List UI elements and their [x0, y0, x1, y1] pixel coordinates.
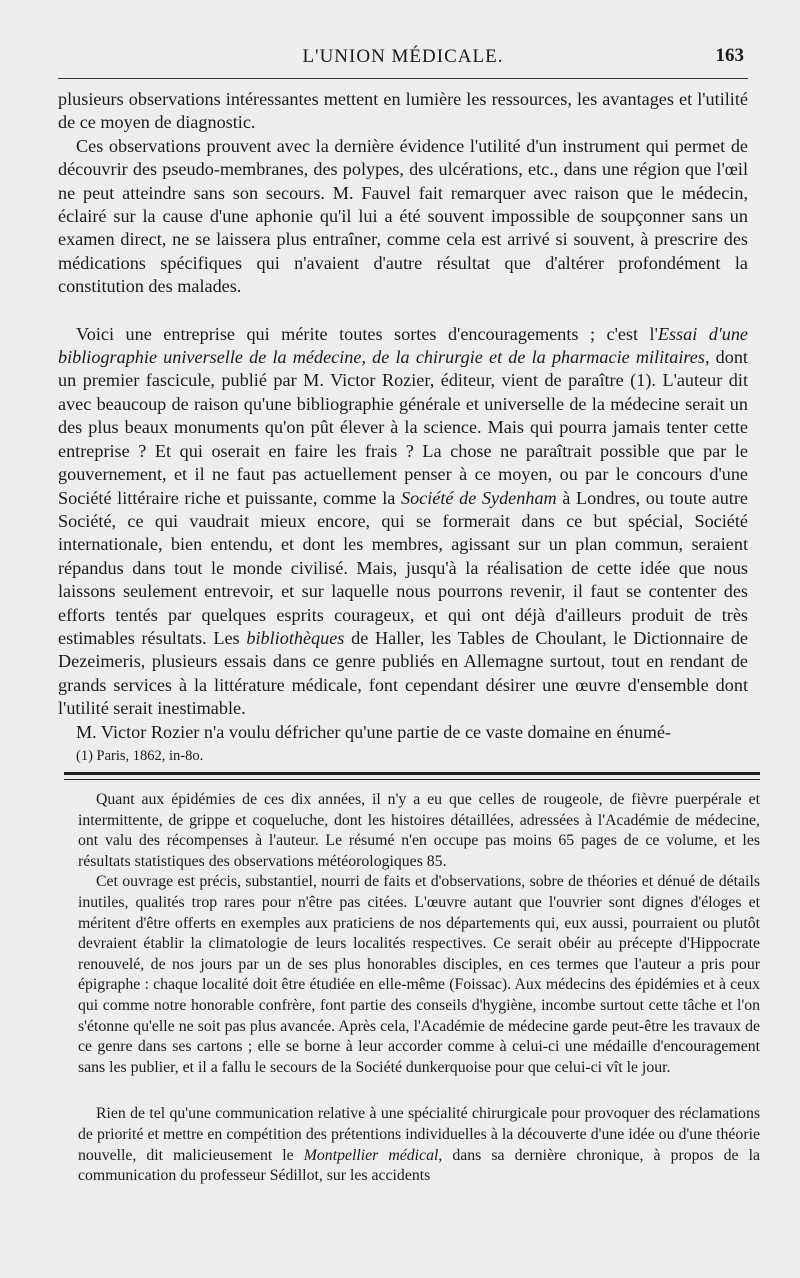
paragraph: Voici une entreprise qui mérite toutes sortes d'encouragements ; c'est l'Essai d'une bibliographie universelle de la médecine, de la chirurgie et de la pharmacie militaires, dont un premier fascicule, publié par M. Victor Rozier, éditeur, vient de paraître (1). L'auteur dit avec beaucoup de raison qu'une bibliographie générale et universelle de la médecine serait un des plus beaux monuments qu'on pût élever à la science. Mais qui pourra jamais tenter cette entreprise ? Et qui oserait en faire les frais ? La chose ne paraîtrait possible que par le gouvernement, et il ne faut pas actuellement penser à ce moyen, ou par le concours d'une Société littéraire riche et puissante, comme la Société de Sydenham à Londres, ou toute autre Société, ce qui vaudrait mieux encore, qui se formerait dans ce but spécial, Société internationale, bien entendu, et dont les membres, agissant sur un plan commun, seraient répandus dans tout le monde civilisé. Mais, jusqu'à la réalisation de cette idée que nous laissons seulement entrevoir, et sur laquelle nous pourrons revenir, il faut se contenter des efforts tentés par quelques esprits courageux, et qui ont déjà d'ailleurs produit de très estimables résultats. Les bibliothèques de Haller, les Tables de Choulant, le Dictionnaire de Dezeimeris, plusieurs essais dans ce genre publiés en Allemagne surtout, tout en rendant de grands services à la littérature médicale, font cependant désirer une œuvre d'ensemble dont l'utilité serait inestimable.	[58, 323, 748, 719]
society-name: Société de Sydenham	[400, 487, 557, 508]
section-rule	[64, 772, 760, 775]
emphasis: bibliothèques	[246, 627, 345, 648]
feuilleton-text	[78, 790, 760, 1187]
paragraph: Cet ouvrage est précis, substantiel, nourri de faits et d'observations, sobre de théories et dénué de détails inutiles, qualités trop rares pour n'être pas citées. L'œuvre autant que l'ouvrier sont dignes d'éloges et méritent d'être offerts en exemples aux praticiens de nos départements qui, eux aussi, pourraient ou plutôt devraient établir la climatologie de leurs localités respectives. Ce serait obéir au précepte d'Hippocrate renouvelé, de nos jours par un de ses plus honorables disciples, en ces termes que l'auteur a pris pour épigraphe : chaque localité doit être étudiée en elle-même (Foissac). Aux médecins des épidémies et à ceux qui comme notre honorable confrère, font partie des conseils d'hygiène, incombe surtout cette tâche et l'on s'étonne qu'elle ne soit pas plus avancée. Après cela, l'Académie de médecine garde peut-être les travaux de ce genre dans ses cartons ; elle se borne à leur accorder comme à celui-ci une médaille d'encouragement sans les publier, et il a fallu le secours de la Société dunkerquoise pour que celui-ci vît le jour.	[78, 873, 760, 1076]
book-title: Essai d'une bibliographie universelle de la médecine, de la chirurgie et de la pharmacie militaires	[58, 323, 748, 368]
paragraph: plusieurs observations intéressantes mettent en lumière les ressources, les avantages et l'utilité de ce moyen de diagnostic.	[58, 89, 748, 133]
paragraph: M. Victor Rozier n'a voulu défricher qu'une partie de ce vaste domaine en énumé-	[76, 721, 671, 742]
page-header	[58, 42, 748, 70]
section-gap	[58, 299, 748, 323]
main-text	[58, 88, 748, 744]
running-title: L'UNION MÉDICALE.	[302, 46, 504, 67]
journal-title: Montpellier médical	[303, 1146, 439, 1164]
section-rule	[64, 779, 760, 780]
paragraph: Rien de tel qu'une communication relative à une spécialité chirurgicale pour provoquer des réclamations de priorité et mettre en compétition des prétentions individuelles à la découverte d'une idée ou d'une théorie nouvelle, dit malicieusement le Montpellier médical, dans sa dernière chronique, à propos de la communication du professeur Sédillot, sur les accidents	[78, 1105, 760, 1185]
footnote: (1) Paris, 1862, in-8o.	[76, 748, 204, 764]
paragraph: Ces observations prouvent avec la dernière évidence l'utilité d'un instrument qui permet de découvrir des pseudo-membranes, des polypes, des ulcérations, etc., dans une région que l'œil ne peut atteindre sans son secours. M. Fauvel fait remarquer avec raison que le médecin, éclairé sur la cause d'une aphonie qu'il lui a été souvent impossible de soupçonner sans un examen direct, ne se laissera plus entraîner, comme cela est arrivé si souvent, à prescrire des médications spécifiques qui n'avaient d'autre résultat que d'altérer profondément la constitution des malades.	[58, 135, 748, 297]
section-gap	[78, 1078, 760, 1104]
header-rule	[58, 78, 748, 79]
page-number: 163	[715, 45, 744, 66]
paragraph: Quant aux épidémies de ces dix années, il n'y a eu que celles de rougeole, de fièvre puerpérale et intermittente, de grippe et coqueluche, dont les histoires détaillées, adressées à l'Académie de médecine, ont valu des récompenses à l'auteur. Le résumé n'en occupe pas moins 65 pages de ce volume, et les résultats statistiques des observations météorologiques 85.	[78, 791, 760, 870]
